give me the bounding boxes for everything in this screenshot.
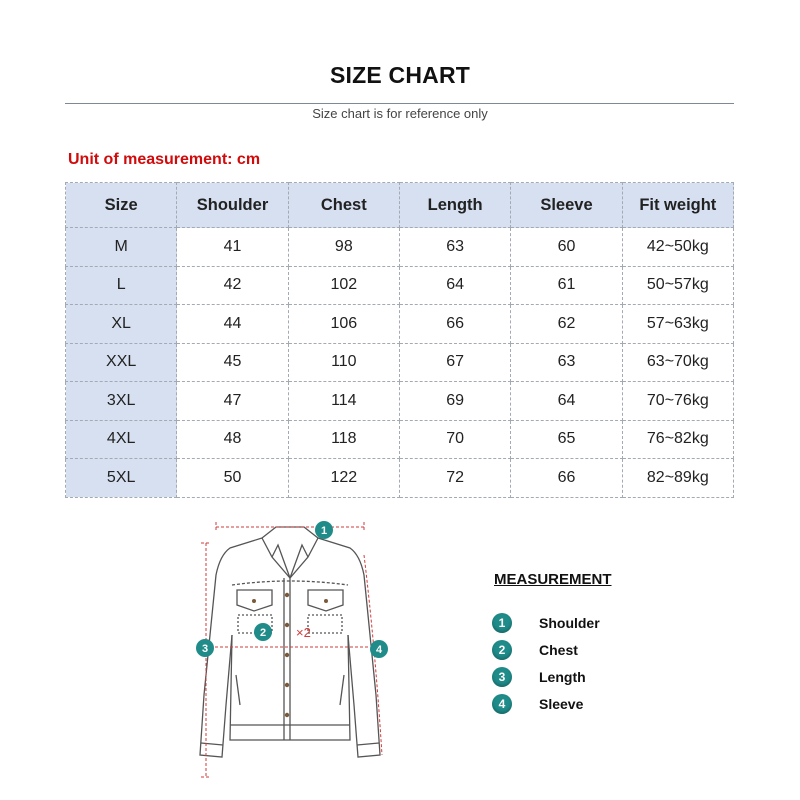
sleeve-cell: 64 bbox=[511, 382, 622, 421]
shoulder-cell: 44 bbox=[177, 305, 288, 344]
legend-label-chest: Chest bbox=[539, 642, 578, 658]
sleeve-cell: 66 bbox=[511, 459, 622, 498]
shoulder-cell: 42 bbox=[177, 266, 288, 305]
size-cell: 4XL bbox=[66, 420, 177, 459]
column-header-size: Size bbox=[66, 183, 177, 228]
legend-badge-2: 2 bbox=[492, 640, 512, 660]
marker-4 bbox=[370, 640, 388, 658]
length-cell: 72 bbox=[399, 459, 510, 498]
chest-cell: 118 bbox=[288, 420, 399, 459]
table-row bbox=[66, 266, 734, 305]
table-row bbox=[66, 305, 734, 344]
svg-text:2: 2 bbox=[259, 627, 267, 639]
chest-cell: 110 bbox=[288, 343, 399, 382]
sleeve-cell: 62 bbox=[511, 305, 622, 344]
fit-weight-cell: 42~50kg bbox=[622, 228, 733, 267]
fit-weight-cell: 63~70kg bbox=[622, 343, 733, 382]
jacket-measurement-diagram bbox=[180, 515, 400, 800]
title-divider bbox=[65, 103, 734, 104]
size-cell: M bbox=[66, 228, 177, 267]
sleeve-cell: 60 bbox=[511, 228, 622, 267]
table-row bbox=[66, 382, 734, 421]
sleeve-cell: 61 bbox=[511, 266, 622, 305]
fit-weight-cell: 50~57kg bbox=[622, 266, 733, 305]
size-cell: XL bbox=[66, 305, 177, 344]
fit-weight-cell: 70~76kg bbox=[622, 382, 733, 421]
page-subtitle: Size chart is for reference only bbox=[312, 106, 488, 121]
legend-title: MEASUREMENT bbox=[494, 571, 612, 588]
length-cell: 64 bbox=[399, 266, 510, 305]
page-title: SIZE CHART bbox=[330, 62, 470, 88]
length-cell: 69 bbox=[399, 382, 510, 421]
size-cell: L bbox=[66, 266, 177, 305]
chest-cell: 106 bbox=[288, 305, 399, 344]
marker-1 bbox=[315, 521, 333, 539]
shoulder-cell: 47 bbox=[177, 382, 288, 421]
fit-weight-cell: 82~89kg bbox=[622, 459, 733, 498]
measurement-lines bbox=[201, 522, 382, 777]
shoulder-cell: 50 bbox=[177, 459, 288, 498]
fit-weight-cell: 57~63kg bbox=[622, 305, 733, 344]
size-table bbox=[65, 182, 734, 498]
unit-note: Unit of measurement: cm bbox=[68, 151, 261, 168]
chest-cell: 122 bbox=[288, 459, 399, 498]
table-row bbox=[66, 420, 734, 459]
jacket-outline bbox=[200, 527, 380, 757]
table-row bbox=[66, 228, 734, 267]
chest-cell: 102 bbox=[288, 266, 399, 305]
legend-item-length bbox=[492, 666, 586, 688]
length-cell: 67 bbox=[399, 343, 510, 382]
length-cell: 66 bbox=[399, 305, 510, 344]
legend-label-shoulder: Shoulder bbox=[539, 615, 600, 631]
legend-item-chest bbox=[492, 639, 578, 661]
column-header-sleeve: Sleeve bbox=[511, 183, 622, 228]
column-header-length: Length bbox=[399, 183, 510, 228]
length-cell: 63 bbox=[399, 228, 510, 267]
marker-3 bbox=[196, 639, 214, 657]
length-cell: 70 bbox=[399, 420, 510, 459]
legend-badge-1: 1 bbox=[492, 613, 512, 633]
sleeve-cell: 63 bbox=[511, 343, 622, 382]
fit-weight-cell: 76~82kg bbox=[622, 420, 733, 459]
svg-text:4: 4 bbox=[375, 644, 383, 656]
legend-label-sleeve: Sleeve bbox=[539, 696, 584, 712]
size-cell: 3XL bbox=[66, 382, 177, 421]
size-cell: 5XL bbox=[66, 459, 177, 498]
legend-label-length: Length bbox=[539, 669, 586, 685]
shoulder-cell: 41 bbox=[177, 228, 288, 267]
shoulder-cell: 45 bbox=[177, 343, 288, 382]
svg-text:1: 1 bbox=[320, 525, 328, 537]
legend-badge-4: 4 bbox=[492, 694, 512, 714]
legend-badge-3: 3 bbox=[492, 667, 512, 687]
table-row bbox=[66, 343, 734, 382]
svg-text:3: 3 bbox=[201, 643, 209, 655]
chest-multiplier: ×2 bbox=[296, 625, 311, 640]
column-header-fit-weight: Fit weight bbox=[622, 183, 733, 228]
table-header-row bbox=[66, 183, 734, 228]
column-header-shoulder: Shoulder bbox=[177, 183, 288, 228]
chest-cell: 98 bbox=[288, 228, 399, 267]
legend-item-shoulder bbox=[492, 612, 600, 634]
shoulder-cell: 48 bbox=[177, 420, 288, 459]
column-header-chest: Chest bbox=[288, 183, 399, 228]
sleeve-cell: 65 bbox=[511, 420, 622, 459]
size-cell: XXL bbox=[66, 343, 177, 382]
chest-cell: 114 bbox=[288, 382, 399, 421]
marker-2 bbox=[254, 623, 272, 641]
table-row bbox=[66, 459, 734, 498]
legend-item-sleeve bbox=[492, 693, 583, 715]
